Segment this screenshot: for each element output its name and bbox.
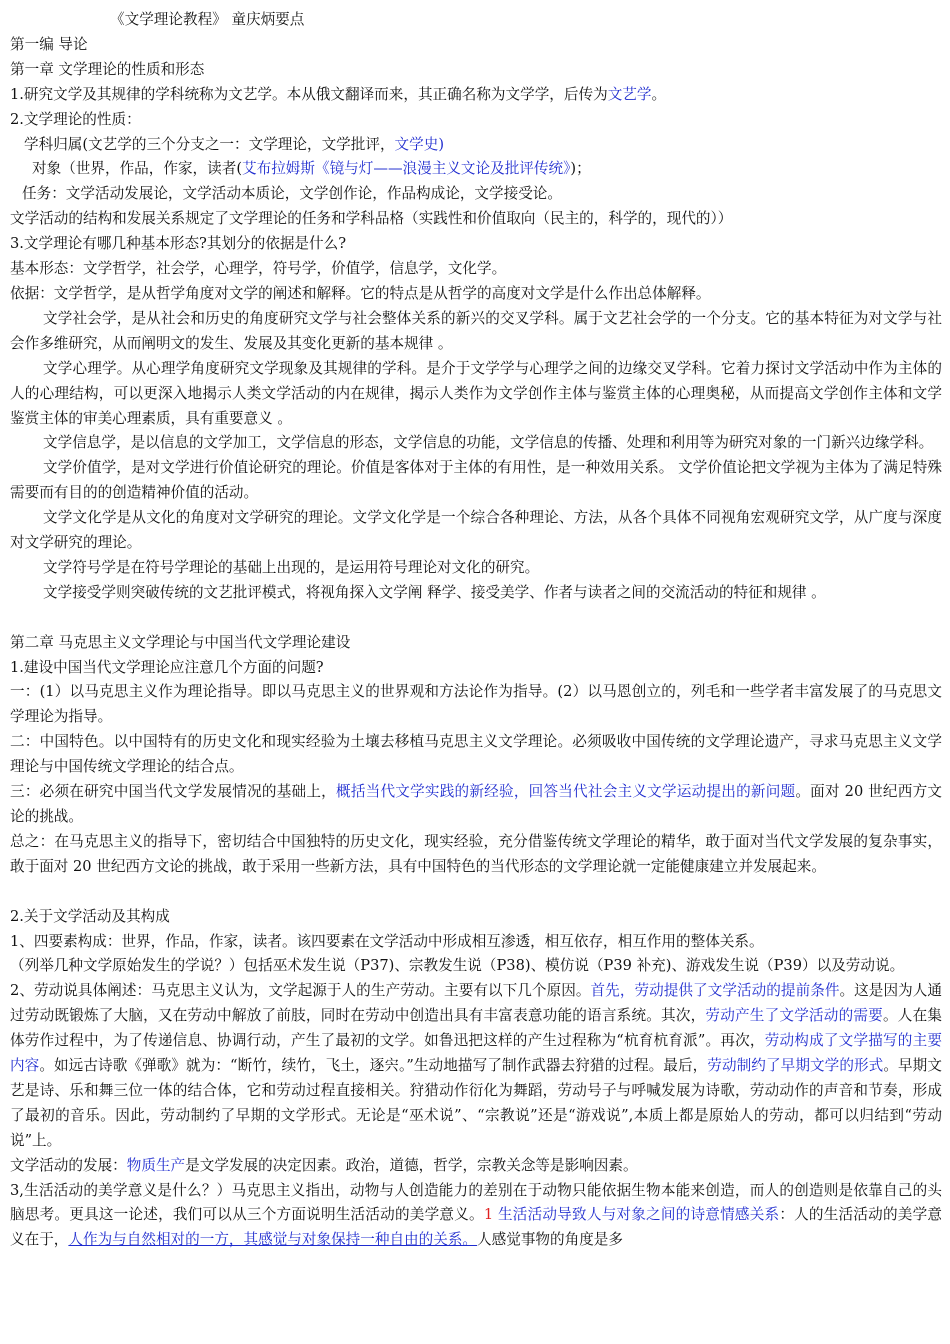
- task-line: 任务：文学活动发展论，文学活动本质论，文学创作论，作品构成论，文学接受论。: [22, 185, 562, 203]
- highlight-text: 劳动制约了早期文学的形式: [707, 1057, 884, 1075]
- highlight-text: 物质生产: [126, 1156, 186, 1174]
- labor-text: 。早期文艺是诗、乐和舞三位一体的结合体，它和劳动过程直接相关。狩猎动作衍化为舞蹈，劳动号子与呼喊发展为诗歌，劳动动作的声音和节奏，形成了最初的音乐。因此，劳动制约了早期的文学形式。无论是“巫术说”、“宗教说”还是“游戏说”,本质上都是原始人的劳动，都可以归结到“劳动说”上。: [10, 1057, 942, 1149]
- labor-text: 。这是因为人通过劳动既锻炼了大脑，又在劳动中解放了前肢，同时在劳动中创造出具有丰富表意功能的语言系统。其次，: [10, 982, 942, 1025]
- development-text: 是文学发展的决定因素。政治，道德，哲学，宗教关念等是影响因素。: [185, 1156, 638, 1174]
- chapter2-question: 1.建设中国当代文学理论应注意几个方面的问题?: [10, 658, 324, 676]
- four-elements: 1、四要素构成：世界，作品，作家，读者。该四要素在文学活动中形成相互渗透，相互依存，相互作用的整体关系。: [10, 932, 764, 950]
- labor-text: 2、劳动说具体阐述：马克思主义认为，文学起源于人的生产劳动。主要有以下几个原因。: [10, 982, 591, 1000]
- aesthetic-tail: 人感觉事物的角度是多: [477, 1231, 623, 1249]
- highlight-text: 劳动产生了文学活动的需要: [705, 1007, 883, 1025]
- object-tail: )；: [570, 160, 591, 178]
- question-1: [10, 83, 942, 108]
- labor-text: 。人在集体劳作过程中，为了传递信息、协调行动，产生了最初的文学。如鲁迅把这样的产生过程称为“杭育杭育派”。再次，: [10, 1007, 942, 1050]
- document-page: [10, 8, 942, 1253]
- labor-theory: [10, 979, 942, 1153]
- highlight-text: 艾布拉姆斯《镜与灯——浪漫主义文论及批评传统》: [242, 160, 571, 178]
- paragraph-reception: 文学接受学则突破传统的文艺批评模式，将视角探入文学阐 释学、接受美学、作者与读者之间的交流活动的特征和规律 。: [43, 583, 826, 601]
- point-three-tail: 。面对 20 世纪西方文论的挑战。: [10, 783, 942, 825]
- aesthetic-text: ：人的生活活动的美学意义在于，: [10, 1206, 942, 1249]
- underlined-highlight: 人作为与自然相对的一方，其感觉与对象保持一种自由的关系。: [68, 1231, 478, 1249]
- point-one: 一：(1）以马克思主义作为理论指导。即以马克思主义的世界观和方法论作为指导。(2）以马恩创立的，列毛和一些学者丰富发展了的马克思文学理论为指导。: [10, 683, 942, 726]
- discipline-line: [10, 133, 942, 158]
- section-heading: 2.关于文学活动及其构成: [10, 907, 170, 925]
- paragraph-sociology: 文学社会学，是从社会和历史的角度研究文学与社会整体关系的新兴的交叉学科。属于文艺社会学的一个分支。它的基本特征为对文学与社会作多维研究，从而阐明文的发生、发展及其变化更新的基本规律 。: [10, 309, 942, 352]
- paragraph-semiotics: 文学符号学是在符号学理论的基础上出现的，是运用符号理论对文化的研究。: [43, 558, 540, 576]
- summary-paragraph: 总之：在马克思主义的指导下，密切结合中国独特的历史文化，现实经验，充分借鉴传统文学理论的精华，敢于面对当代文学发展的复杂事实，敢于面对 20 世纪西方文论的挑战，敢于采用一些新方法，具有中国特色的当代形态的文学理论就一定能健康建立并发展起来。: [10, 832, 942, 875]
- question-1-tail: 。: [651, 85, 667, 103]
- development-label: 文学活动的发展：: [10, 1156, 127, 1174]
- point-three: [10, 780, 942, 830]
- object-text: 对象（世界，作品，作家，读者(: [32, 160, 243, 178]
- labor-text: 。如远古诗歌《弹歌》就为：“断竹，续竹，飞土，逐宍。”生动地描写了制作武器去狩猎的过程。最后，: [39, 1057, 708, 1075]
- paragraph-value: 文学价值学，是对文学进行价值论研究的理论。价值是客体对于主体的有用性，是一种效用关系。 文学价值论把文学视为主体为了满足特殊需要而有目的的创造精神价值的活动。: [10, 459, 942, 502]
- aesthetic-text: 3,生活活动的美学意义是什么？）马克思主义指出，动物与人创造能力的差别在于动物只能依据生物本能来创造，而人的创造则是依靠自己的头脑思考。更具这一论述，我们可以从三个方面说明生活活动的美学意义。: [10, 1181, 942, 1224]
- object-line: [10, 157, 942, 182]
- highlight-text: 生活活动导致人与对象之间的诗意情感关系: [493, 1206, 780, 1224]
- aesthetic-paragraph: [10, 1179, 942, 1254]
- paragraph-information: 文学信息学，是以信息的文学加工，文学信息的形态，文学信息的功能，文学信息的传播、处理和利用等为研究对象的一门新兴边缘学科。: [43, 434, 934, 452]
- highlight-text: 首先，劳动提供了文学活动的提前条件: [590, 982, 840, 1000]
- point-two: 二：中国特色。以中国特有的历史文化和现实经验为土壤去移植马克思主义文学理论。必须吸收中国传统的文学理论遗产，寻求马克思主义文学理论与中国传统文学理论的结合点。: [10, 733, 942, 776]
- spacer: [10, 880, 942, 905]
- part-heading: 第一编 导论: [10, 35, 88, 53]
- chapter-heading: 第一章 文学理论的性质和形态: [10, 60, 205, 78]
- highlight-text: 概括当代文学实践的新经验，回答当代社会主义文学运动提出的新问题: [336, 783, 796, 801]
- forms-line: 基本形态：文学哲学，社会学，心理学，符号学，价值学，信息学，文化学。: [10, 260, 507, 278]
- highlight-text: 文学史): [394, 135, 445, 153]
- discipline-text: 学科归属(文艺学的三个分支之一：文学理论，文学批评，: [24, 135, 395, 153]
- red-number: 1: [483, 1206, 494, 1224]
- origin-theories: （列举几种文学原始发生的学说？）包括巫术发生说（P37)、宗教发生说（P38)、模仿说（P39 补充)、游戏发生说（P39）以及劳动说。: [10, 957, 905, 975]
- question-1-text: 1.研究文学及其规律的学科统称为文艺学。本从俄文翻译而来，其正确名称为文学学，后传为: [10, 85, 608, 103]
- question-2-heading: 2.文学理论的性质：: [10, 110, 141, 128]
- highlight-text: 文艺学: [607, 85, 652, 103]
- development-line: [10, 1154, 942, 1179]
- structure-line: 文学活动的结构和发展关系规定了文学理论的任务和学科品格（实践性和价值取向（民主的，科学的，现代的））: [10, 210, 733, 228]
- paragraph-culture: 文学文化学是从文化的角度对文学研究的理论。文学文化学是一个综合各种理论、方法，从各个具体不同视角宏观研究文学，从广度与深度对文学研究的理论。: [10, 509, 942, 552]
- spacer: [10, 606, 942, 631]
- document-title: 《文学理论教程》 童庆炳要点: [110, 11, 305, 28]
- basis-line: 依据：文学哲学，是从哲学角度对文学的阐述和解释。它的特点是从哲学的高度对文学是什么作出总体解释。: [10, 284, 711, 302]
- highlight-text: 劳动构成了文学描写的主要内容: [10, 1032, 942, 1075]
- question-3-heading: 3.文学理论有哪几种基本形态?其划分的依据是什么?: [10, 235, 347, 253]
- point-three-text: 三：必须在研究中国当代文学发展情况的基础上，: [10, 783, 336, 801]
- chapter-heading: 第二章 马克思主义文学理论与中国当代文学理论建设: [10, 633, 351, 651]
- paragraph-psychology: 文学心理学。从心理学角度研究文学现象及其规律的学科。是介于文学学与心理学之间的边缘交叉学科。它着力探讨文学活动中作为主体的人的心理结构，可以更深入地揭示人类文学活动的内在规律，揭示人类作为文学创作主体与鉴赏主体的心理奥秘，从而提高文学创作主体和文学鉴赏主体的审美心理素质，具有重要意义 。: [10, 359, 942, 427]
